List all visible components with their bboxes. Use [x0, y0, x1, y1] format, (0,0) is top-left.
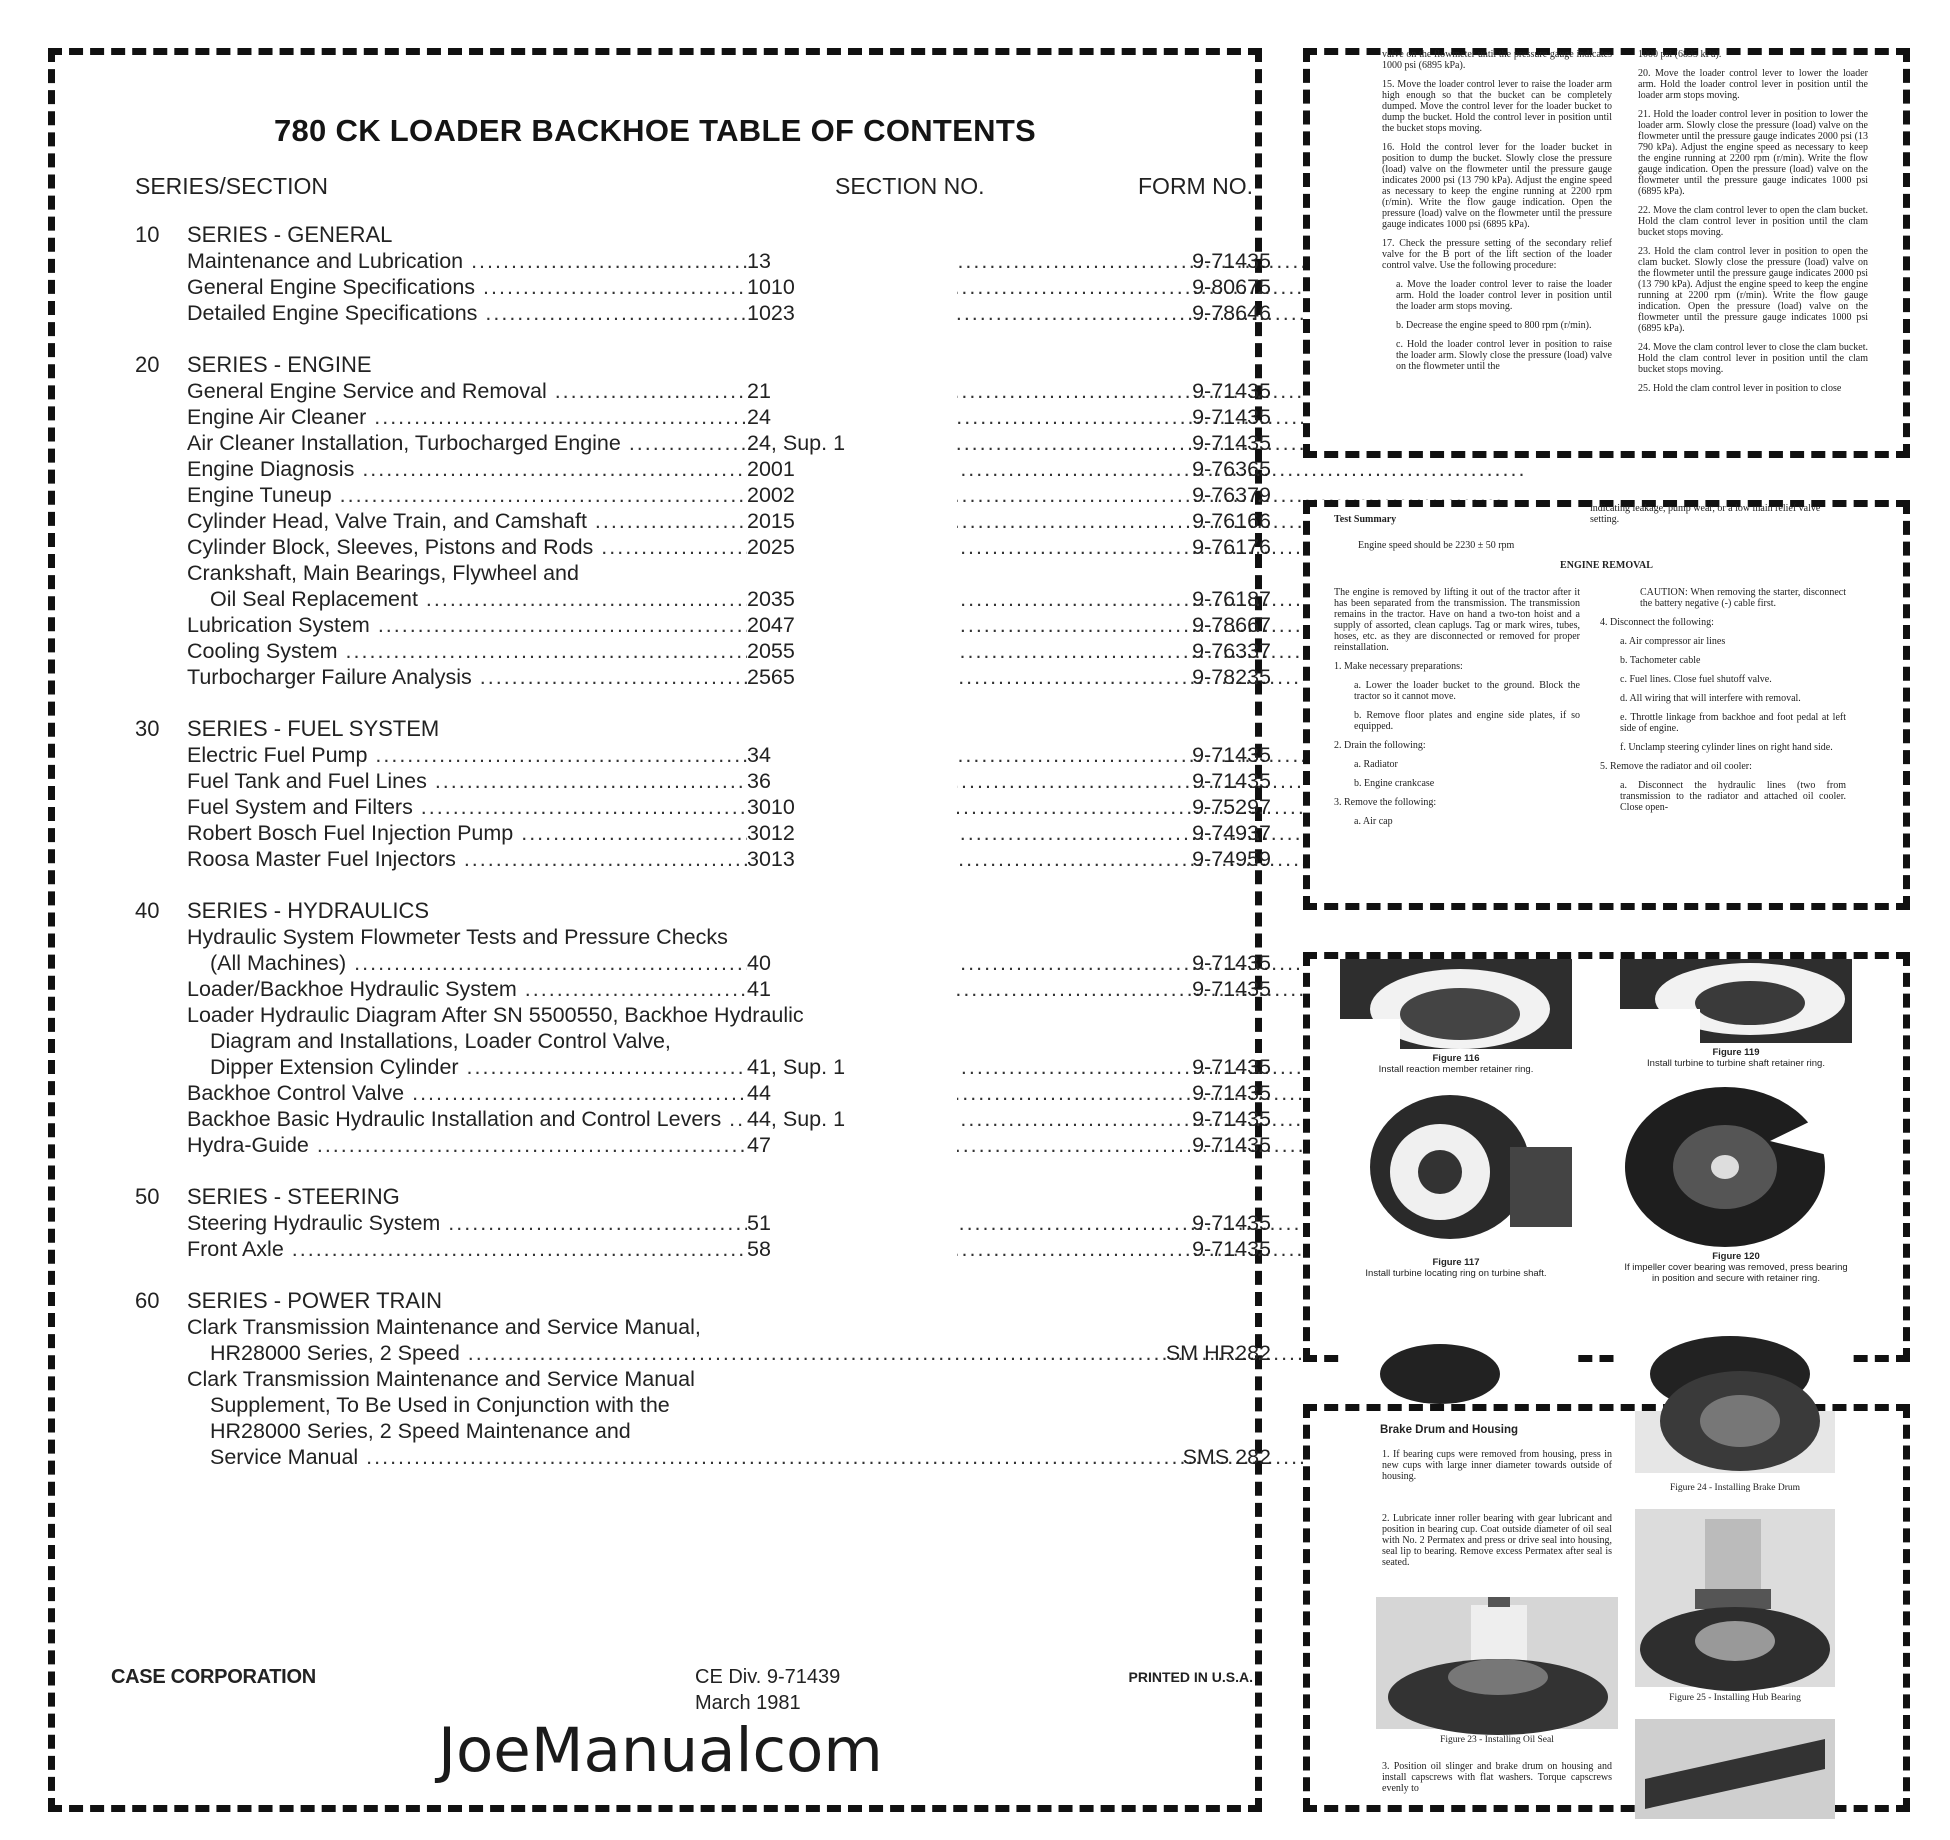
- toc-entry: [135, 560, 1271, 586]
- entry-title: Backhoe Basic Hydraulic Installation and Control Levers .....: [187, 1106, 747, 1132]
- removal-para: a. Air cap: [1354, 816, 1393, 827]
- flow-para: 24. Move the clam control lever to close the clam bucket. Hold the clam control lever in position until the clam bucket stops moving.: [1638, 342, 1868, 375]
- flow-para: 20. Move the loader control lever to lower the loader arm. Hold the loader control lever in position until the loader arm stops moving.: [1638, 68, 1868, 101]
- section-name: SERIES - ENGINE: [187, 352, 372, 377]
- toc-entry: [135, 976, 1271, 1002]
- entry-section-number: 3010: [747, 794, 957, 820]
- section-heading: [135, 1288, 1271, 1314]
- figure-bottom-illustration: [1635, 1719, 1835, 1819]
- company-name: CASE CORPORATION: [111, 1666, 316, 1688]
- removal-para: a. Air compressor air lines: [1620, 636, 1726, 647]
- toc-entry: [135, 794, 1271, 820]
- column-header-form: FORM NO.: [1138, 173, 1253, 199]
- toc-entry: [135, 1132, 1271, 1158]
- entry-title: (All Machines) .....: [210, 950, 747, 976]
- figure-25-photo: [1635, 1509, 1835, 1687]
- figure-23-illustration: [1376, 1597, 1618, 1729]
- entry-form-number: 9-76187: [1192, 587, 1271, 611]
- figure-24-photo: [1635, 1411, 1835, 1473]
- entry-form-number: 9-76337: [1192, 639, 1271, 663]
- flow-para: 21. Hold the loader control lever in position to lower the loader arm. Slowly close the pressure (load) valve on the flowmeter until the pressure gauge indicates 2000 psi (13 790 kPa). Adjust the engine speed as necessary to keep the engine running at 2200 rpm (r/min). Write the flow gauge indication. Open the pressure (load) valve on the flowmeter until the pressure gauge indicates 1000 psi (6895 kPa).: [1638, 109, 1868, 197]
- removal-para: 1. Make necessary preparations:: [1334, 661, 1463, 672]
- removal-para: 3. Remove the following:: [1334, 797, 1437, 808]
- toc-entry: [135, 378, 1271, 404]
- figure-bottom-photo: [1635, 1719, 1835, 1819]
- figure-bottom-left-photo: [1340, 1319, 1572, 1369]
- brake-step-1: 1. If bearing cups were removed from housing, press in new cups with large inner diameter towards outside of housing.: [1382, 1449, 1612, 1482]
- flow-para: b. Decrease the engine speed to 800 rpm (r/min).: [1396, 320, 1592, 331]
- engine-speed: Engine speed should be 2230 ± 50 rpm: [1358, 540, 1515, 551]
- entry-title: Oil Seal Replacement .....: [210, 586, 747, 612]
- toc-entry: [135, 508, 1271, 534]
- figure-119-photo: [1620, 959, 1852, 1043]
- toc-list: [135, 222, 1271, 1496]
- section-name: SERIES - GENERAL: [187, 222, 393, 247]
- entry-title: Robert Bosch Fuel Injection Pump .....: [187, 820, 747, 846]
- figure-119-caption: Install turbine to turbine shaft retainer ring.: [1647, 1058, 1825, 1069]
- toc-entry: [135, 1236, 1271, 1262]
- toc-entry: [135, 846, 1271, 872]
- entry-section-number: 51: [747, 1210, 957, 1236]
- section-heading: [135, 1184, 1271, 1210]
- entry-title: Electric Fuel Pump .....: [187, 742, 747, 768]
- section-name: SERIES - STEERING: [187, 1184, 400, 1209]
- toc-entry: [135, 820, 1271, 846]
- entry-form-number: 9-80675: [1192, 275, 1271, 299]
- toc-entry: [135, 1054, 1271, 1080]
- column-header-series: SERIES/SECTION: [135, 173, 328, 199]
- toc-entry: [135, 1444, 1271, 1470]
- entry-title: Cylinder Block, Sleeves, Pistons and Rods .....: [187, 534, 747, 560]
- flow-para: a. Move the loader control lever to raise the loader arm. Hold the loader control lever in position until the loader arm stops moving.: [1396, 279, 1612, 312]
- entry-title: Loader Hydraulic Diagram After SN 5500550, Backhoe Hydraulic: [187, 1003, 804, 1027]
- section-heading: [135, 716, 1271, 742]
- entry-title: Fuel System and Filters .....: [187, 794, 747, 820]
- entry-section-number: 2055: [747, 638, 957, 664]
- figure-116-title: Figure 116: [1432, 1053, 1480, 1064]
- flow-para: valve on the flowmeter until the pressure gauge indicates 1000 psi (6895 kPa).: [1382, 49, 1612, 71]
- section-number: 20: [135, 352, 160, 377]
- toc-entry: [135, 1080, 1271, 1106]
- entry-form-number: 9-71435: [1192, 431, 1271, 455]
- removal-left-column: [1334, 587, 1580, 835]
- figure-24-illustration: [1635, 1411, 1835, 1473]
- toc-entry: [135, 404, 1271, 430]
- removal-para: f. Unclamp steering cylinder lines on right hand side.: [1620, 742, 1833, 753]
- entry-section-number: 1010: [747, 274, 957, 300]
- entry-title: Roosa Master Fuel Injectors .....: [187, 846, 747, 872]
- entry-section-number: 2565: [747, 664, 957, 690]
- entry-form-number: SMS 282: [1182, 1445, 1271, 1469]
- entry-section-number: 34: [747, 742, 957, 768]
- figure-120-photo: [1620, 1081, 1852, 1247]
- entry-form-number: 9-76365: [1192, 457, 1271, 481]
- entry-section-number: 2047: [747, 612, 957, 638]
- entry-title: Engine Tuneup .....: [187, 482, 747, 508]
- entry-section-number: 58: [747, 1236, 957, 1262]
- entry-title: Hydraulic System Flowmeter Tests and Pressure Checks: [187, 925, 728, 949]
- entry-form-number: 9-78667: [1192, 613, 1271, 637]
- flow-right-column: [1638, 49, 1868, 402]
- column-header-section: SECTION NO.: [835, 173, 985, 199]
- entry-title: Engine Diagnosis .....: [187, 456, 747, 482]
- entry-title: Air Cleaner Installation, Turbocharged Engine .....: [187, 430, 747, 456]
- entry-form-number: 9-71435: [1192, 743, 1271, 767]
- toc-entry: [135, 1002, 1271, 1028]
- entry-section-number: 2002: [747, 482, 957, 508]
- flow-para: 23. Hold the clam control lever in position to open the clam bucket. Slowly close the pressure (load) valve on the flowmeter until the pressure gauge indicates 2000 psi (13 790 kPa). Adjust the engine speed to keep the engine running at 2200 rpm (r/min). Write the flow gauge indication. Open the pressure (load) valve on the flowmeter until the pressure gauge indicates 1000 psi (6895 kPa).: [1638, 246, 1868, 334]
- figure-117-illustration: [1340, 1087, 1572, 1253]
- figure-bottom-left-illustration: [1340, 1319, 1572, 1369]
- removal-para: e. Throttle linkage from backhoe and foot pedal at left side of engine.: [1620, 712, 1846, 734]
- removal-right-column: [1600, 587, 1846, 821]
- toc-entry: [135, 1106, 1271, 1132]
- figure-117-photo: [1340, 1087, 1572, 1253]
- removal-para: 2. Drain the following:: [1334, 740, 1426, 751]
- figure-116-illustration: [1340, 959, 1572, 1049]
- removal-para: 4. Disconnect the following:: [1600, 617, 1714, 628]
- toc-section: [135, 222, 1271, 326]
- preview-figures-page: [1303, 952, 1910, 1362]
- brake-step-2: 2. Lubricate inner roller bearing with gear lubricant and position in bearing cup. Coat outside diameter of oil seal with No. 2 Permatex and press or drive seal into housing, seal lip to bearing. Remove excess Permatex after seal is seated.: [1382, 1513, 1612, 1568]
- section-number: 50: [135, 1184, 160, 1209]
- toc-section: [135, 898, 1271, 1158]
- entry-section-number: 44, Sup. 1: [747, 1106, 957, 1132]
- toc-entry: [135, 482, 1271, 508]
- removal-para: b. Tachometer cable: [1620, 655, 1701, 666]
- toc-entry: [135, 1028, 1271, 1054]
- entry-form-number: 9-71435: [1192, 977, 1271, 1001]
- entry-title: Detailed Engine Specifications .....: [187, 300, 747, 326]
- entry-title: Hydra-Guide .....: [187, 1132, 747, 1158]
- entry-title: Turbocharger Failure Analysis .....: [187, 664, 747, 690]
- entry-section-number: 2035: [747, 586, 957, 612]
- entry-title: Clark Transmission Maintenance and Service Manual,: [187, 1315, 701, 1339]
- entry-form-number: 9-74937: [1192, 821, 1271, 845]
- entry-form-number: 9-71435: [1192, 405, 1271, 429]
- entry-form-number: 9-71435: [1192, 1211, 1271, 1235]
- removal-para: a. Disconnect the hydraulic lines (two from transmission to the radiator and attached oil cooler. Close open-: [1620, 780, 1846, 813]
- section-name: SERIES - FUEL SYSTEM: [187, 716, 440, 741]
- toc-entry: [135, 456, 1271, 482]
- entry-section-number: 47: [747, 1132, 957, 1158]
- figure-23-caption: Figure 23 - Installing Oil Seal: [1440, 1735, 1554, 1745]
- figure-119-title: Figure 119: [1712, 1047, 1760, 1058]
- toc-entry: [135, 1392, 1271, 1418]
- toc-entry: [135, 924, 1271, 950]
- entry-form-number: 9-76176: [1192, 535, 1271, 559]
- toc-entry: [135, 534, 1271, 560]
- toc-entry: [135, 274, 1271, 300]
- entry-form-number: 9-78235: [1192, 665, 1271, 689]
- publish-date: March 1981: [695, 1692, 801, 1714]
- entry-title: Service Manual .....: [210, 1444, 747, 1470]
- entry-section-number: 41: [747, 976, 957, 1002]
- entry-form-number: 9-71435: [1192, 249, 1271, 273]
- toc-entry: [135, 1314, 1271, 1340]
- section-number: 60: [135, 1288, 160, 1313]
- entry-form-number: 9-75297: [1192, 795, 1271, 819]
- entry-section-number: 24: [747, 404, 957, 430]
- entry-title: Engine Air Cleaner .....: [187, 404, 747, 430]
- entry-form-number: 9-71435: [1192, 1081, 1271, 1105]
- flow-para: 1000 psi (6895 kPa).: [1638, 49, 1722, 60]
- entry-section-number: 21: [747, 378, 957, 404]
- flow-para: 16. Hold the control lever for the loader bucket in position to dump the bucket. Slowly close the pressure (load) valve on the flowmeter until the pressure gauge indicates 2000 psi (13 790 kPa). Adjust the engine speed as necessary to keep the engine running at 2200 rpm (r/min). Write the flow gauge indication. Open the pressure (load) valve on the flowmeter until the pressure gauge indicates 1000 psi (6895 kPa).: [1382, 142, 1612, 230]
- entry-form-number: 9-71435: [1192, 1133, 1271, 1157]
- preview-brake-drum-page: [1303, 1404, 1910, 1812]
- section-number: 40: [135, 898, 160, 923]
- entry-section-number: 2015: [747, 508, 957, 534]
- entry-title: Lubrication System .....: [187, 612, 747, 638]
- figure-117-title: Figure 117: [1432, 1257, 1480, 1268]
- entry-form-number: SM HR282: [1165, 1341, 1271, 1365]
- section-heading: [135, 898, 1271, 924]
- entry-form-number: 9-71435: [1192, 769, 1271, 793]
- removal-top-right: indicating leakage, pump wear, or a low main relief valve setting.: [1590, 503, 1821, 525]
- entry-title: General Engine Service and Removal .....: [187, 378, 747, 404]
- entry-title: Fuel Tank and Fuel Lines .....: [187, 768, 747, 794]
- removal-para: d. All wiring that will interfere with removal.: [1620, 693, 1801, 704]
- entry-section-number: 41, Sup. 1: [747, 1054, 957, 1080]
- entry-form-number: 9-76379: [1192, 483, 1271, 507]
- toc-entry: [135, 1366, 1271, 1392]
- entry-section-number: 2025: [747, 534, 957, 560]
- test-summary-heading: Test Summary: [1334, 514, 1397, 525]
- entry-title: Cooling System .....: [187, 638, 747, 664]
- entry-form-number: 9-76166: [1192, 509, 1271, 533]
- entry-section-number: 3013: [747, 846, 957, 872]
- removal-para: c. Fuel lines. Close fuel shutoff valve.: [1620, 674, 1772, 685]
- figure-24-caption: Figure 24 - Installing Brake Drum: [1669, 1483, 1801, 1493]
- entry-form-number: 9-74959: [1192, 847, 1271, 871]
- toc-entry: [135, 300, 1271, 326]
- entry-form-number: 9-71435: [1192, 379, 1271, 403]
- toc-section: [135, 352, 1271, 690]
- figure-120-caption: If impeller cover bearing was removed, press bearing in position and secure with retainer ring.: [1624, 1262, 1848, 1284]
- toc-title: 780 CK LOADER BACKHOE TABLE OF CONTENTS: [273, 113, 1037, 148]
- entry-section-number: 1023: [747, 300, 957, 326]
- flow-para: c. Hold the loader control lever in position to raise the loader arm. Slowly close the pressure (load) valve on the flowmeter until the: [1396, 339, 1612, 372]
- flow-para: 22. Move the clam control lever to open the clam bucket. Hold the clam control lever in position until the clam bucket stops moving.: [1638, 205, 1868, 238]
- toc-entry: [135, 430, 1271, 456]
- entry-section-number: 13: [747, 248, 957, 274]
- section-name: SERIES - POWER TRAIN: [187, 1288, 443, 1313]
- figure-23-photo: [1376, 1597, 1618, 1729]
- entry-title: Crankshaft, Main Bearings, Flywheel and: [187, 561, 579, 585]
- toc-entry: [135, 1210, 1271, 1236]
- entry-section-number: 2001: [747, 456, 957, 482]
- toc-section: [135, 1184, 1271, 1262]
- toc-entry: [135, 612, 1271, 638]
- figure-120-title: Figure 120: [1712, 1251, 1760, 1262]
- entry-title: Front Axle .....: [187, 1236, 747, 1262]
- figure-119-illustration: [1620, 959, 1852, 1043]
- entry-title: Diagram and Installations, Loader Control Valve,: [210, 1029, 671, 1053]
- toc-entry: [135, 248, 1271, 274]
- entry-title: Clark Transmission Maintenance and Service Manual: [187, 1367, 695, 1391]
- figure-116-photo: [1340, 959, 1572, 1049]
- removal-para: a. Lower the loader bucket to the ground. Block the tractor so it cannot move.: [1354, 680, 1580, 702]
- flow-para: 25. Hold the clam control lever in position to close: [1638, 383, 1842, 394]
- printed-in: PRINTED IN U.S.A.: [1128, 1669, 1253, 1685]
- figure-117-caption: Install turbine locating ring on turbine shaft.: [1365, 1268, 1547, 1279]
- toc-section: [135, 1288, 1271, 1470]
- entry-title: Maintenance and Lubrication .....: [187, 248, 747, 274]
- entry-title: General Engine Specifications .....: [187, 274, 747, 300]
- preview-flowmeter-page: [1303, 48, 1910, 458]
- removal-para: 5. Remove the radiator and oil cooler:: [1600, 761, 1752, 772]
- removal-para: b. Remove floor plates and engine side plates, if so equipped.: [1354, 710, 1580, 732]
- section-number: 10: [135, 222, 160, 247]
- flow-left-column: [1382, 49, 1612, 380]
- entry-title: Supplement, To Be Used in Conjunction with the: [210, 1393, 670, 1417]
- entry-form-number: 9-71435: [1192, 1107, 1271, 1131]
- section-number: 30: [135, 716, 160, 741]
- flow-para: 15. Move the loader control lever to raise the loader arm high enough so that the bucket can be completely dumped. Move the control lever for the loader bucket to dump the bucket. Hold the control lever in position until the bucket stops moving.: [1382, 79, 1612, 134]
- figure-bottom-right-photo: [1620, 1319, 1852, 1369]
- toc-section: [135, 716, 1271, 872]
- entry-title: Backhoe Control Valve .....: [187, 1080, 747, 1106]
- toc-entry: [135, 950, 1271, 976]
- toc-page: [48, 48, 1271, 1812]
- toc-entry: [135, 742, 1271, 768]
- watermark-text: JoeManualcom: [438, 1715, 883, 1786]
- entry-title: Steering Hydraulic System .....: [187, 1210, 747, 1236]
- engine-removal-heading: ENGINE REMOVAL: [1560, 560, 1653, 571]
- toc-entry: [135, 586, 1271, 612]
- entry-section-number: 44: [747, 1080, 957, 1106]
- removal-para: The engine is removed by lifting it out of the tractor after it has been separated from the transmission. The transmission remains in the tractor. Have on hand a two-ton hoist and a supply of assorted, clean caplugs. Tag or mark wires, tubes, hoses, etc. as they are disconnected or removed for proper reinstallation.: [1334, 587, 1580, 653]
- entry-title: HR28000 Series, 2 Speed .....: [210, 1340, 747, 1366]
- toc-entry: [135, 1340, 1271, 1366]
- entry-form-number: 9-78646: [1192, 301, 1271, 325]
- entry-title: Loader/Backhoe Hydraulic System .....: [187, 976, 747, 1002]
- toc-entry: [135, 638, 1271, 664]
- entry-section-number: 36: [747, 768, 957, 794]
- figure-25-illustration: [1635, 1509, 1835, 1687]
- entry-section-number: 40: [747, 950, 957, 976]
- flow-para: 17. Check the pressure setting of the secondary relief valve for the B port of the lift section of the loader control valve. Use the following procedure:: [1382, 238, 1612, 271]
- division-code: CE Div. 9-71439: [695, 1666, 841, 1688]
- entry-form-number: 9-71435: [1192, 1237, 1271, 1261]
- removal-para: b. Engine crankcase: [1354, 778, 1435, 789]
- removal-para: a. Radiator: [1354, 759, 1398, 770]
- entry-title: Dipper Extension Cylinder .....: [210, 1054, 747, 1080]
- entry-section-number: 24, Sup. 1: [747, 430, 957, 456]
- section-heading: [135, 352, 1271, 378]
- removal-para: CAUTION: When removing the starter, disconnect the battery negative (-) cable first.: [1640, 587, 1846, 609]
- figure-25-caption: Figure 25 - Installing Hub Bearing: [1669, 1693, 1801, 1703]
- entry-title: HR28000 Series, 2 Speed Maintenance and: [210, 1419, 631, 1443]
- figure-120-illustration: [1620, 1081, 1852, 1247]
- preview-engine-removal-page: [1303, 500, 1910, 910]
- entry-section-number: 3012: [747, 820, 957, 846]
- toc-entry: [135, 664, 1271, 690]
- toc-entry: [135, 768, 1271, 794]
- brake-step-3: 3. Position oil slinger and brake drum on housing and install capscrews with flat washers. Torque capscrews evenly to: [1382, 1761, 1612, 1794]
- figure-bottom-right-illustration: [1620, 1319, 1852, 1369]
- brake-heading: Brake Drum and Housing: [1380, 1424, 1519, 1436]
- figure-116-caption: Install reaction member retainer ring.: [1378, 1064, 1534, 1075]
- section-heading: [135, 222, 1271, 248]
- entry-form-number: 9-71435: [1192, 951, 1271, 975]
- toc-entry: [135, 1418, 1271, 1444]
- entry-form-number: 9-71435: [1192, 1055, 1271, 1079]
- entry-title: Cylinder Head, Valve Train, and Camshaft .....: [187, 508, 747, 534]
- section-name: SERIES - HYDRAULICS: [187, 898, 430, 923]
